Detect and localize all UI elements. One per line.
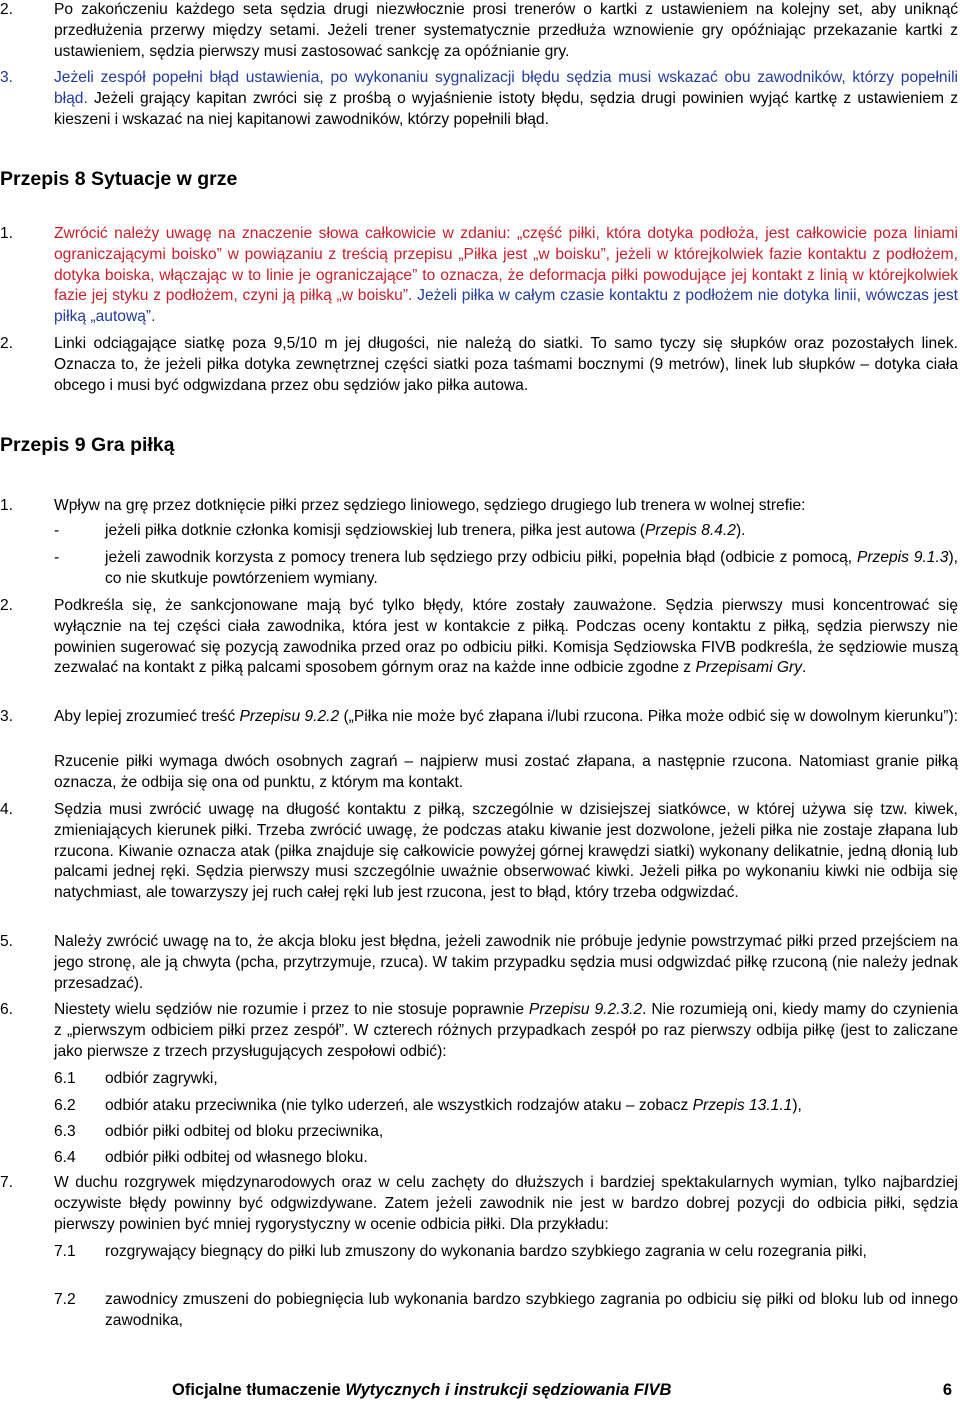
sub-item-number: 6.3 [54,1123,76,1140]
sub-item [0,1096,958,1117]
footer-title [172,1379,671,1401]
item-text: W duchu rozgrywek międzynarodowych oraz w celu zachęty do dłuższych i bardziej spektakularnych wymian, tylko najbardziej oczywiste błędy powinny być odgwizdywane. Zatem jeżeli zawodnik nie jest w bardzo dobrej pozycji do odbicia piłki, sędzia pierwszy powinien być mniej rygorystyczny w ocenie odbicia piłki. Dla przykładu: [54,1174,958,1233]
item-text-part: („Piłka nie może być złapana i/lubi rzucona. Piłka może odbić się w dowolnym kierunku”): [339,708,958,725]
item-text-part: Zwrócić należy uwagę na znaczenie słowa całkowicie w zdaniu: „część piłki, która dotyka podłoża, jest całkowicie poza liniami ograniczającymi boisko” w powiązaniu z treścią przepisu „Piłka jest „w boisku”, jeżeli w którejkolwiek fazie kontaktu z podłożem, dotyka boiska, włączając w to linie je ograniczające” to oznacza, że deformacja piłki powodujące jej kontakt z linią w którejkolwiek fazie jej styku z podłożem, czyni ją piłką „w boisku”. [54,225,958,305]
bullet-text-part: ). [735,522,746,539]
item-number: 3. [0,69,14,86]
rule-reference: Przepis 8.4.2 [644,522,736,539]
item-number: 2. [0,335,14,352]
rule-reference: Przepis 13.1.1 [692,1097,793,1114]
bullet-text-part: jeżeli piłka dotknie członka komisji sędziowskiej lub trenera, piłka jest autowa ( [105,522,645,539]
item-number: 7. [0,1174,14,1191]
item-number: 3. [0,708,14,725]
list-item [0,334,958,396]
page-footer [0,1379,958,1401]
item-text-part: . [802,659,807,677]
item-text: Należy zwrócić uwagę na to, że akcja bloku jest błędna, jeżeli zawodnik nie próbuje jedynie powstrzymać piłki przed przejściem na jego stronę, ale ją chwyta (pcha, przytrzymuje, rzuca). W takim przypadku sędzia musi odgwizdać piłkę rzuconą (nie należy jednak przesadzać). [54,933,958,992]
rule-reference: Przepisu 9.2.3.2 [528,1001,643,1018]
sub-item-text [105,1096,958,1117]
item-text-part: Jeżeli piłka w całym czasie kontaktu z podłożem nie dotyka linii, wówczas jest piłką „autową”. [54,287,958,326]
item-text: Linki odciągające siatkę poza 9,5/10 m jej długości, nie należą do siatki. To samo tyczy się słupków oraz pozostałych linek. Oznacza to, że jeżeli piłka dotyka zewnętrznej części siatki poza taśmami bocznymi (9 metrów), linek lub słupków – dotyka ciała obcego i musi być odgwizdana przez obu sędziów jako piłka autowa. [54,335,958,394]
list-item [0,596,958,679]
section-heading: Przepis 9 Gra piłką [0,434,175,456]
sub-item [0,1122,958,1143]
list-item-paragraph [0,752,958,794]
list-item [0,496,958,517]
sub-item [0,1148,958,1169]
bullet-text [105,548,958,590]
item-text-part: Aby lepiej zrozumieć treść [54,708,240,725]
list-item [0,224,958,328]
item-text-part: Jeżeli zespół popełni błąd ustawienia, po wykonaniu sygnalizacji błędu sędzia musi wskazać obu zawodników, którzy popełnili błąd. [54,69,958,107]
bullet-item [0,521,958,542]
list-item [0,800,958,904]
item-number: 5. [0,933,14,950]
item-number: 4. [0,801,14,818]
item-text: Po zakończeniu każdego seta sędzia drugi niezwłocznie prosi trenerów o kartki z ustawieniem na kolejny set, aby uniknąć przedłużenia przerwy między setami. Jeżeli trener systematycznie przedłuża wznowienie gry opóźniając przekazanie kartki z ustawieniem, sędzia pierwszy musi zastosować sankcję za opóźnianie gry. [54,1,958,60]
bullet-item [0,548,958,590]
bullet-text-part: ), co nie skutkuje powtórzeniem wymiany. [105,549,958,587]
sub-item-text-part: ), [792,1097,802,1114]
list-item [0,1173,958,1235]
sub-item-text: odbiór zagrywki, [105,1070,218,1087]
footer-title-italic: Wytycznych i instrukcji sędziowania FIVB [345,1381,672,1399]
section-heading: Przepis 8 Sytuacje w grze [0,168,238,190]
sub-item-number: 6.1 [54,1070,76,1087]
item-number: 2. [0,597,14,614]
item-text-part: Niestety wielu sędziów nie rozumie i przez to nie stosuje poprawnie [54,1001,529,1018]
item-text [54,596,958,679]
rule-reference: Przepisu 9.2.2 [239,708,340,725]
list-item [0,707,958,728]
item-number: 1. [0,497,14,514]
sub-item [0,1242,958,1263]
rule-reference: Przepisami Gry [695,659,803,677]
item-text-part: . Nie rozumieją oni, kiedy mamy do czynienia z „pierwszym odbiciem piłki przez zespół”. W czterech różnych przypadkach zespół po raz pierwszy odbija piłkę (jest to zaliczane jako pierwsze z trzech przysługujących zespołowi odbić): [54,1001,958,1060]
sub-item-text: odbiór piłki odbitej od bloku przeciwnika, [105,1123,384,1140]
sub-item-number: 6.2 [54,1097,76,1114]
list-item [0,0,958,62]
page-number: 6 [942,1381,952,1399]
list-item [0,68,958,130]
sub-item-text: rozgrywający biegnący do piłki lub zmuszony do wykonania bardzo szybkiego zagrania w celu rozegrania piłki, [105,1243,867,1260]
bullet-text-part: jeżeli zawodnik korzysta z pomocy trenera lub sędziego przy odbiciu piłki, popełnia błąd (odbicie z pomocą, [105,549,857,566]
sub-item-text: odbiór piłki odbitej od własnego bloku. [105,1149,368,1166]
list-item [0,932,958,994]
item-text-part: Jeżeli grający kapitan zwróci się z prośbą o wyjaśnienie istoty błędu, sędzia drugi powinien wyjąć kartkę z ustawieniem z kieszeni i wskazać na niej kapitanowi zawodników, którzy popełnili błąd. [54,89,958,128]
rule-reference: Przepis 9.1.3 [856,549,949,566]
item-text [54,68,958,130]
item-number: 2. [0,1,14,18]
sub-item-number: 6.4 [54,1149,76,1166]
sub-item-number: 7.1 [54,1243,76,1260]
item-number: 6. [0,1001,14,1018]
sub-item-text-part: odbiór ataku przeciwnika (nie tylko uderzeń, ale wszystkich rodzajów ataku – zobacz [105,1097,693,1114]
bullet-dash: - [54,549,60,566]
bullet-dash: - [54,522,60,539]
item-text [54,707,958,728]
sub-item [0,1069,958,1090]
list-item [0,1000,958,1062]
sub-item [0,1290,958,1332]
item-text [54,1000,958,1062]
sub-item-text: zawodnicy zmuszeni do pobiegnięcia lub wykonania bardzo szybkiego zagrania po odbiciu się piłki od bloku lub od innego zawodnika, [105,1291,958,1329]
item-number: 1. [0,225,14,242]
item-text-part: Podkreśla się, że sankcjonowane mają być tylko błędy, które zostały zauważone. Sędzia pierwszy musi koncentrować się wyłącznie na tej części ciała zawodnika, która jest w kontakcie z piłką. Podczas oceny kontaktu z piłką, sędzia pierwszy nie powinien sugerować się pozycją zawodnika przed oraz po odbiciu piłki. Komisja Sędziowska FIVB podkreśla, że sędziowie muszą zezwalać na kontakt z piłką palcami sposobem górnym oraz na każde inne odbicie zgodne z [54,597,958,677]
bullet-text [105,521,958,542]
item-text [54,224,958,328]
sub-item-number: 7.2 [54,1291,76,1308]
footer-title-prefix: Oficjalne tłumaczenie [172,1381,346,1399]
item-text: Wpływ na grę przez dotknięcie piłki przez sędziego liniowego, sędziego drugiego lub trenera w wolnej strefie: [54,497,806,514]
item-text: Rzucenie piłki wymaga dwóch osobnych zagrań – najpierw musi zostać złapana, a następnie rzucona. Natomiast granie piłką oznacza, że odbija się ona od punktu, z którym ma kontakt. [54,753,958,791]
item-text: Sędzia musi zwrócić uwagę na długość kontaktu z piłką, szczególnie w dzisiejszej siatkówce, w której używa się tzw. kiwek, zmieniających kierunek piłki. Trzeba zwrócić uwagę, że podczas ataku kiwanie jest dozwolone, jeżeli piłka nie zostaje złapana lub rzucona. Kiwanie oznacza atak (piłka znajduje się całkowicie powyżej górnej krawędzi siatki) wykonany delikatnie, jedną dłonią lub palcami jednej ręki. Sędzia pierwszy musi szczególnie uważnie obserwować kiwki. Jeżeli piłka po wykonaniu kiwki nie odbija się natychmiast, ale towarzyszy jej ruch całej ręki lub jest rzucona, jest to błąd, który trzeba odgwizdać. [54,801,958,902]
